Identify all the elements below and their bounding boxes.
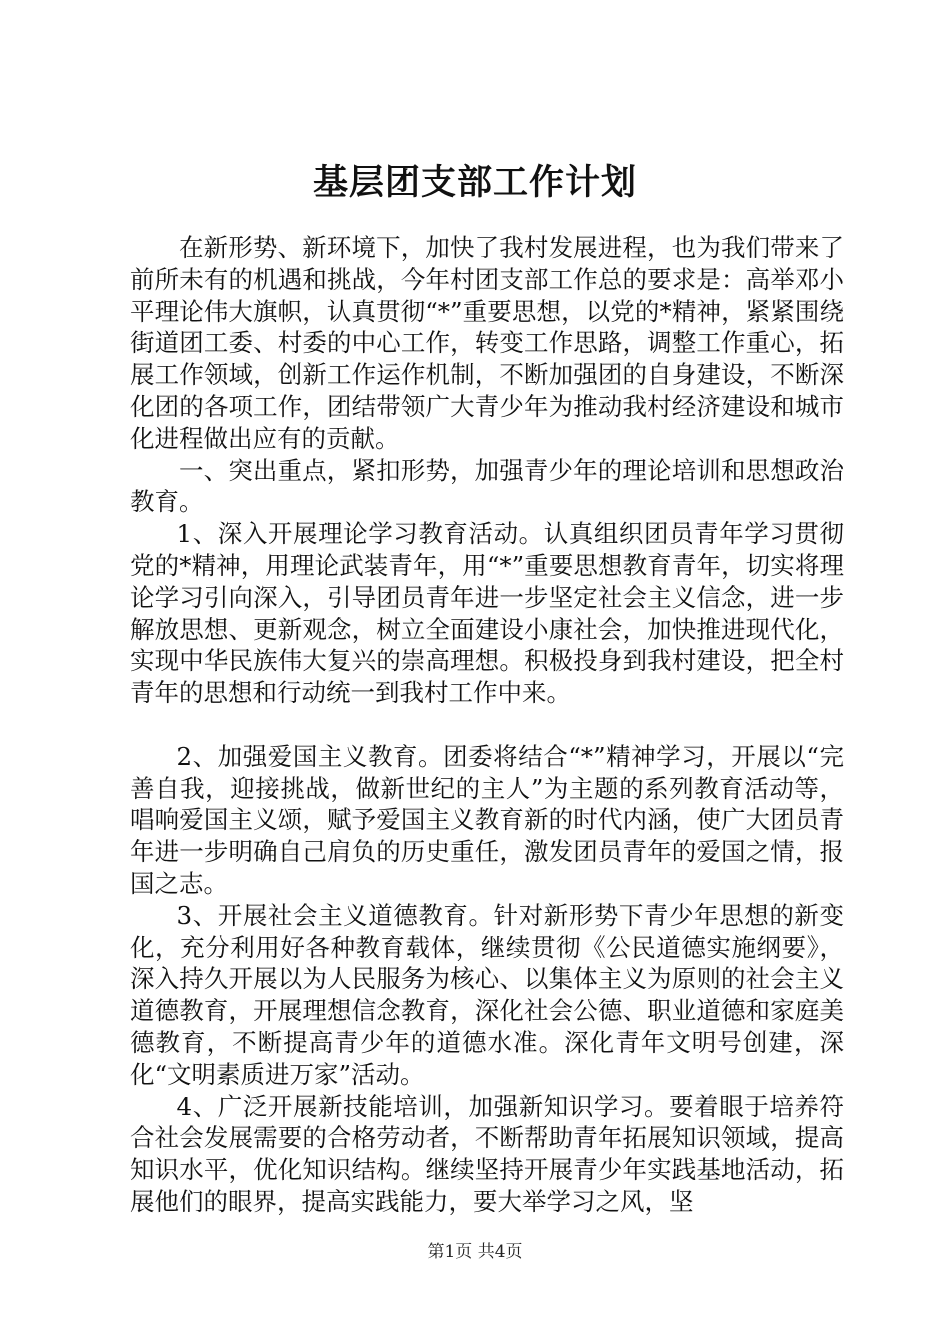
section-heading-1: 一、突出重点，紧扣形势，加强青少年的理论培训和思想政治教育。 xyxy=(130,455,844,517)
page-number-footer: 第1页 共4页 xyxy=(427,1242,523,1262)
intro-paragraph: 在新形势、新环境下，加快了我村发展进程，也为我们带来了前所未有的机遇和挑战，今年村团支部工作总的要求是：高举邓小平理论伟大旗帜，认真贯彻“*”重要思想，以党的*精神，紧紧围绕街道团工委、村委的中心工作，转变工作思路，调整工作重心，拓展工作领域，创新工作运作机制，不断加强团的自身建设，不断深化团的各项工作，团结带领广大青少年为推动我村经济建设和城市化进程做出应有的贡献。 xyxy=(130,233,844,453)
item-paragraph-3: 3、开展社会主义道德教育。针对新形势下青少年思想的新变化，充分利用好各种教育载体，继续贯彻《公民道德实施纲要》，深入持久开展以为人民服务为核心、以集体主义为原则的社会主义道德教育，开展理想信念教育，深化社会公德、职业道德和家庭美德教育，不断提高青少年的道德水准。深化青年文明号创建，深化“文明素质进万家”活动。 xyxy=(130,900,844,1089)
item-paragraph-4: 4、广泛开展新技能培训，加强新知识学习。要着眼于培养符合社会发展需要的合格劳动者，不断帮助青年拓展知识领域，提高知识水平，优化知识结构。继续坚持开展青少年实践基地活动，拓展他们的眼界，提高实践能力，要大举学习之风，坚 xyxy=(130,1091,844,1216)
document-title: 基层团支部工作计划 xyxy=(312,162,637,203)
item-paragraph-1: 1、深入开展理论学习教育活动。认真组织团员青年学习贯彻党的*精神，用理论武装青年，用“*”重要思想教育青年，切实将理论学习引向深入，引导团员青年进一步坚定社会主义信念，进一步解放思想、更新观念，树立全面建设小康社会，加快推进现代化，实现中华民族伟大复兴的崇高理想。积极投身到我村建设，把全村青年的思想和行动统一到我村工作中来。 xyxy=(130,519,844,708)
item-paragraph-2: 2、加强爱国主义教育。团委将结合“*”精神学习，开展以“完善自我，迎接挑战，做新世纪的主人”为主题的系列教育活动等，唱响爱国主义颂，赋予爱国主义教育新的时代内涵，使广大团员青年进一步明确自己肩负的历史重任，激发团员青年的爱国之情，报国之志。 xyxy=(130,741,844,898)
document-body xyxy=(130,232,844,1218)
